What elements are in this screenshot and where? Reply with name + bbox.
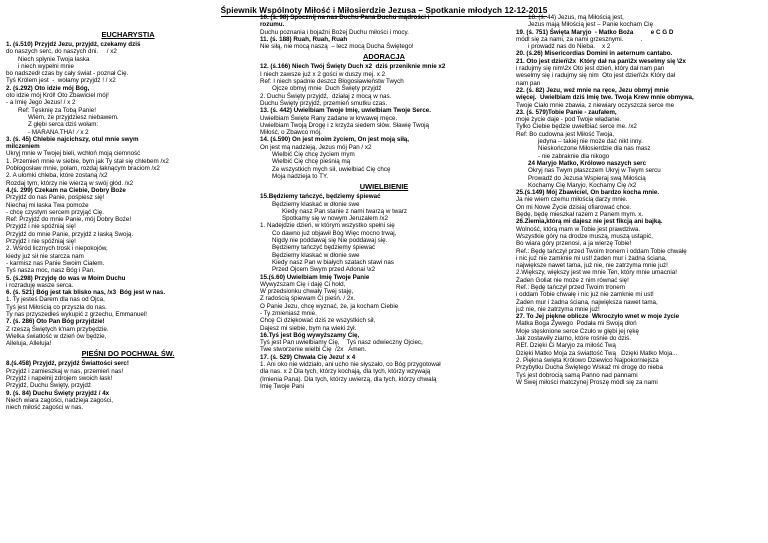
- song-title-line: 15.Będziemy tańczyć, będziemy śpiewać: [260, 193, 381, 201]
- lyric-line: oto idzie mój Król! Oto Zbawiciel mój!: [6, 92, 109, 100]
- song-title-line: 11. (ś. 188) Ruah, Ruah, Ruah: [260, 35, 348, 43]
- lyric-line: Moja nadzieja to TY.: [272, 172, 329, 180]
- song-title-line: 21. Oto jest dzień\2x Który dał na pan\2x weselmy się \2x: [516, 57, 686, 65]
- lyric-line: Przyjdź do mnie Panie, przyjdź z łaską Swoją.: [6, 230, 134, 238]
- lyric-line: i oddam Tobie chwałę i nic już nie zamknie mi ust!: [516, 291, 654, 299]
- lyric-line: 1. Ani oko nie widziało, ani ucho nie słyszało, co Bóg przygotował: [260, 361, 441, 369]
- lyric-line: Duchu poznania i bojaźni Bożej Duchu miłości i mocy.: [260, 28, 409, 36]
- song-title-line: 25.(ś.149) Mój Zbawiciel, On bardzo kocha mnie.: [516, 189, 660, 197]
- song-title-line: 19. (ś. 751) Święta Maryjo - Matko Boża e C G D: [516, 28, 674, 36]
- lyric-line: I niech zawsze już x 2 gości w duszy mej. x 2: [260, 70, 386, 78]
- column-left: [6, 28, 250, 540]
- lyric-line: już nie, nie zatrzyma mnie już!: [516, 305, 600, 313]
- lyric-line: Kiedy nasz Pan stanie z nami twarzą w twarz: [282, 207, 408, 215]
- lyric-line: 18. (ś. 44) Jezus, mą Miłością jest,: [528, 14, 624, 21]
- lyric-line: Ty nas przyszedłeś wykupić z grzechu, Emmanuel!: [6, 310, 148, 318]
- section-heading: ADORACJA: [363, 52, 405, 62]
- song-title-line: 14. (ś.590) On jest moim życiem, On jest moją siłą,: [260, 136, 410, 144]
- lyric-line: On mi Nowe Życie dzisiaj ofiarować chce.: [516, 203, 632, 211]
- lyric-line: On jest mą nadzieją, Jezus mój Pan / x2: [260, 143, 372, 151]
- lyric-line: Nie siłą, nie mocą naszą – lecz mocą Ducha Świętego!: [260, 43, 414, 51]
- lyric-line: Ref: I niech spadnie deszcz Błogosławieństw Twych: [260, 78, 404, 86]
- lyric-line: do naszych serc, do naszych dni. / x2: [6, 48, 117, 56]
- lyric-line: Ojcze obmyj mnie Duch Święty przyjdź: [272, 85, 382, 93]
- lyric-line: 1. Przemień mnie w siebie, bym jak Ty stał się chlebem /x2: [6, 157, 169, 165]
- lyric-line: módl się za nami, za nami grzesznymi. .: [516, 35, 643, 43]
- song-title-line: 3. (ś. 45) Chlebie najcichszy, otul mnie swym: [6, 135, 139, 143]
- lyric-line: Z rzeszą Świętych k'nam przybędzie.: [6, 325, 109, 333]
- lyric-line: (Imienia Pana). Dla tych, którzy uwierzą, dla tych, którzy chwalą: [260, 375, 437, 383]
- lyric-line: Nigdy nie poddawaj się Nie poddawaj się.: [272, 237, 388, 245]
- lyric-line: i radujmy się nim\2x Oto jest dzień, który dał nam pan: [516, 65, 665, 73]
- lyric-line: Ref: Bo cudowna jest Miłość Twoja,: [516, 130, 615, 138]
- lyric-line: 2. A ułomki chleba, które zostaną /x2: [6, 172, 108, 180]
- lyric-line: Twoje Ciało mnie zbawia, z niewiary oczyszcza serce me: [516, 101, 675, 109]
- lyric-line: i nic już nie zamknie mi ust! żaden mur i żadna ściana,: [516, 254, 667, 262]
- lyric-line: dla nas. x 2 Dla tych, którzy kochają, dla tych, którzy wzywają: [260, 368, 431, 376]
- lyric-line: Tyś jest dobrocią samą Panno nad pannami: [516, 371, 638, 379]
- lyric-line: Duchu Święty przyjdź, przemień smutku czas.: [260, 99, 388, 107]
- lyric-line: Tyś Królem jest - wołamy przyjdź ! / x2: [6, 77, 116, 85]
- lyric-line: Jezus mają Miłością jest – Panie kocham Cię: [528, 21, 654, 29]
- lyric-line: i prowadź nas do Nieba. x 2: [528, 43, 611, 51]
- song-title-line: milczeniem: [6, 143, 40, 151]
- song-title-line: 17. (ś. 529) Chwała Cię Jezu! x 4: [260, 353, 356, 361]
- lyric-line: - Ty zmieniasz mnie.: [260, 309, 317, 317]
- song-title-line: 23. (ś. 579)Tobie Panie - zaufałem,: [516, 108, 617, 116]
- lyric-line: Przyjdź i nie spóźniaj się!: [6, 238, 76, 246]
- lyric-line: Przyjdź i nie spóźniaj się!: [6, 223, 76, 231]
- song-title-line: 12. (ś.166) Niech Twój Święty Duch x2 dziś przeniknie mnie x2: [260, 63, 446, 71]
- song-title-line: 27. To Jej piękne oblicze Wkroczyło wnet w moje życie: [516, 313, 680, 321]
- lyric-line: - a Imię Jego Jezus! / x 2: [6, 99, 76, 107]
- lyric-line: Wielbić Cię chcę życiem mym: [272, 151, 355, 159]
- lyric-line: Przyjdź, Duchu Święty, przyjdź: [6, 382, 91, 390]
- lyric-line: Przybytku Ducha Świętego Wskaż mi drogę do nieba: [516, 364, 663, 372]
- lyric-line: Moje stęsknione serce Czuło w głębi jej rękę: [516, 327, 639, 335]
- lyric-line: Ze wszystkich mych sił, uwielbiać Cię chcę: [272, 165, 391, 173]
- lyric-line: Wywyższam Cię i daję Ci hołd,: [260, 280, 346, 288]
- lyric-line: Niech spłynie Twoja łaska: [18, 55, 90, 63]
- lyric-line: Tylko Ciebie będzie uwielbiać serce me. /x2: [516, 123, 637, 131]
- song-title-line: 20. (ś.26) Misericordias Domini in aeternum cantabo.: [516, 50, 673, 58]
- lyric-line: - nie zabraknie dla nikogo: [538, 152, 610, 160]
- song-title-line: 26.Ziemia,którą mi dajesz nie jest fikcją ani bajką.: [516, 218, 663, 226]
- lyric-line: 2. Wśród licznych trosk i niepokojów,: [6, 245, 108, 253]
- lyric-line: kiedy już sił nie starcza nam: [6, 252, 84, 260]
- lyric-line: Będę, będę mieszkał razem z Panem mym. x.: [516, 211, 644, 219]
- lyric-line: Ref.: Będę tańczył przed Twoim tronem i oddam Tobie chwałę: [516, 247, 687, 255]
- song-title-line: 8.(ś.458) Przyjdź, przyjdź Świattości serc!: [6, 360, 129, 368]
- lyric-line: Wielbić Cię chcę pieśnią mą: [272, 158, 351, 166]
- song-title-line: 4.(ś. 299) Czekam na Ciebie, Dobry Boże: [6, 186, 126, 194]
- lyric-line: Spotkamy się w nowym Jeruzalem /x2: [282, 215, 388, 223]
- song-title-line: 24 Maryjo Matko, Królowo naszych serc: [528, 159, 647, 167]
- song-title-line: 6. (ś. 521) Bóg jest tak blisko nas, /x3 Bóg jest w nas.: [6, 289, 166, 297]
- lyric-line: Rozdaj tym, którzy nie wierzą w swój głód. /x2: [6, 179, 134, 187]
- song-title-line: 2. (ś.292) Oto idzie mój Bóg,: [6, 84, 90, 92]
- lyric-line: niech miłość zagości w nas.: [6, 404, 84, 412]
- song-title-line: 13. (ś. 442) Uwielbiam Twoje Imię, uwielbiam Twoje Serce.: [260, 107, 432, 115]
- lyric-line: jedyna – takiej nie może dać nikt inny.: [538, 138, 643, 146]
- lyric-line: Niech wiara zagości, nadzieja zagości,: [6, 396, 113, 404]
- lyric-line: Wielka światłość w dzień ów będzie,: [6, 332, 107, 340]
- lyric-line: Miłość, o Zbawco mój.: [260, 129, 322, 137]
- lyric-line: Z radością śpiewam Ci pieśń. / 2x.: [260, 295, 356, 303]
- lyric-line: Z głębi serca dziś wołam:: [28, 121, 99, 129]
- lyric-line: Będziemy tańczyć będziemy śpiewać: [272, 244, 376, 252]
- lyric-line: moje życie daje - pod Twoje władanie.: [516, 116, 622, 124]
- lyric-line: Ja nie wiem czemu miłością darzy mnie.: [516, 196, 628, 204]
- lyric-line: 2. Duchu Święty przyjdź, działaj z mocą w nas.: [260, 92, 392, 100]
- column-right: [516, 14, 764, 526]
- page-title: Śpiewnik Wspólnoty Miłość i Miłosierdzie Jezusa – Spotkanie młodych 12-12-2015: [220, 6, 548, 15]
- lyric-line: Tyś jest Pan uwielbiamy Cię, Tyś nasz odwieczny Ojciec,: [260, 339, 423, 347]
- lyric-line: Ukryj mnie w Twojej bieli, wchłoń moją ciemność: [6, 150, 141, 158]
- lyric-line: Ref.: Będę tańczył przed Twoim tronem: [516, 283, 625, 291]
- lyric-line: Tyś nasza moc, nasz Bóg i Pan.: [6, 267, 95, 275]
- song-title-line: 15.(ś.60) Uwielbiam Imię Twoje Panie: [260, 273, 370, 281]
- lyric-line: Alleluja, Alleluja!: [6, 340, 52, 348]
- lyric-line: Przyjdź i zamieszkaj w nas, przemień nas!: [6, 367, 124, 375]
- lyric-line: Matka Boga Żywego Podała mi Swoją dłoń: [516, 320, 637, 328]
- song-title-line: więcej. Uwielbiam dziś Imię twe. Twoja Krew mnie obmywa,: [516, 94, 694, 102]
- lyric-line: Okryj nas Twym płaszczem Ukryj w Twym sercu: [528, 167, 661, 175]
- lyric-line: bo nadszedł czas by cały świat - poznał Cię.: [6, 70, 129, 78]
- lyric-line: Nieskończone Miłosierdzie dla nas masz: [538, 145, 651, 153]
- column-middle: [260, 14, 508, 526]
- lyric-line: Kochamy Cię Maryjo, Kochamy Cię /x2: [528, 181, 637, 189]
- lyric-line: Przyjdź i napełnij zdrojem swoich łask!: [6, 375, 113, 383]
- lyric-line: - MARANA THA! ⁄ x 2: [28, 128, 89, 136]
- lyric-line: Co dawno już objawił Bóg Więc mocno trwaj,: [272, 229, 397, 237]
- lyric-line: Jak zostawiły ziarno, które rośnie do dziś.: [516, 335, 631, 343]
- lyric-line: weselmy się i radujmy się nim Oto jest dzień\2x Który dał: [516, 72, 676, 80]
- lyric-line: Będziemy klaskać w dłonie swe: [272, 200, 360, 208]
- lyric-line: nam pan: [516, 79, 541, 87]
- lyric-line: Twe stworzenie wielbi Cię /2x Amen.: [260, 346, 367, 354]
- lyric-line: i rozraduję wasze serca.: [6, 281, 74, 289]
- lyric-line: Imię Twoje Pani: [260, 382, 305, 390]
- lyric-line: Ref: Tęsknię za Tobą Panie!: [18, 106, 96, 114]
- lyric-line: REf. Dzięki Ci Maryjo za miłość Twą: [516, 342, 616, 350]
- lyric-line: Przed Ojcem Swym przed Adonai \x2: [272, 266, 376, 274]
- lyric-line: Bo wiara góry przenosi, a ja wierzę Tobie!: [516, 240, 632, 248]
- lyric-line: 2. Piękna święta Królowo Dziewico Najpokorniejsza: [516, 356, 659, 364]
- section-heading: PIEŚNI DO POCHWAŁ ŚW.: [81, 349, 175, 359]
- lyric-line: W przedsionku chwały Twej staję,: [260, 288, 354, 296]
- song-title-line: 5. (ś.298) Przyjdę do was w Moim Duchu: [6, 274, 126, 282]
- lyric-line: 1. Ty jesteś Darem dla nas od Ojca,: [6, 296, 105, 304]
- lyric-line: - chcę czystym sercem przyjąć Cię.: [6, 208, 104, 216]
- lyric-line: W Swej miłości matczynej Proszę módl się za nami: [516, 378, 658, 386]
- lyric-line: największe nawet tama, już nie, nie zatrzyma mnie już!: [516, 262, 668, 270]
- lyric-line: - karmisz nas Panie Swoim Ciałem.: [6, 259, 105, 267]
- lyric-line: O Panie Jezu, chcę wyznać, że, ja kocham Ciebie: [260, 302, 399, 310]
- lyric-line: Tyś jest Miłością co przyszła do nas.: [6, 303, 107, 311]
- section-heading: UWIELBIENIE: [359, 182, 409, 192]
- section-heading: EUCHARYSTIA: [101, 30, 155, 39]
- lyric-line: 1. Nadejdzie dzień, w którym wszystko spełni się: [260, 222, 395, 230]
- lyric-line: Żaden Goliat nie może z nim równać się!: [516, 276, 629, 284]
- lyric-line: Dajesz mi siebie, bym na wieki żył.: [260, 324, 357, 332]
- lyric-line: Ref: Przyjdź do mnie Panie, mój Dobry Boże!: [6, 216, 132, 224]
- lyric-line: Kiedy nasz Pan w białych szatach stawi nas: [272, 258, 394, 266]
- song-title-line: 7. (ś. 286) Oto Pan Bóg przyjdzie!: [6, 318, 105, 326]
- lyric-line: Wszystkie góry na drodze muszą, muszą ustąpić,: [516, 232, 653, 240]
- lyric-line: Wiem, że przyjdziesz niebawem.: [28, 113, 119, 121]
- lyric-line: Chcę Ci dziękować dziś ze wszystkich sił,: [260, 317, 376, 325]
- lyric-line: Prowadź do Jezusa Wspieraj swą Miłością: [528, 174, 646, 182]
- song-title-line: 22. (ś. 82) Jezu, weź mnie na ręce, Jezu obmyj mnie: [516, 86, 669, 94]
- lyric-line: Pobłogosław mnie, połam, rozdaj łaknącym braciom /x2: [6, 165, 160, 173]
- lyric-line: Przyjdź do nas Panie, pośpiesz się!: [6, 194, 105, 202]
- lyric-line: Uwielbiam Twoją Drogę i z krzyża siedem słów. Sławię Twoją: [260, 121, 429, 129]
- song-title-line: 9. (ś. 84) Duchu Święty przyjdź / 4x: [6, 389, 110, 397]
- lyric-line: Żaden mur i żadna ściana, największa nawet tama,: [516, 298, 658, 306]
- lyric-line: Wolność, którą mam w Tobie jest prawdziwa.: [516, 225, 641, 233]
- song-title-line: rozumu.: [260, 21, 285, 29]
- lyric-line: i niech wypełni mnie: [18, 62, 74, 70]
- lyric-line: Uwielbiam Święte Rany zadane w krwawej męce.: [260, 114, 398, 122]
- song-title-line: 16.Tyś jest Bóg wywyższamy Cię,: [260, 331, 360, 339]
- lyric-line: 2.Większy, większy jest we mnie Ten, który mnie umacnia!: [516, 269, 677, 277]
- song-title-line: 10. (ś. 98) Spocznij na nas Duchu Pana Duchu mądrości i: [260, 14, 430, 21]
- lyric-line: Niechaj mi łaska Twa pomoże: [6, 201, 89, 209]
- song-title-line: 1. (ś.510) Przyjdź Jezu, przyjdź, czekamy dziś: [6, 41, 141, 48]
- lyric-line: Dzięki Matko Moja za świattość Twą Dzięki Matko Moja...: [516, 349, 678, 357]
- lyric-line: Będziemy klaskać w dłonie swe: [272, 251, 360, 259]
